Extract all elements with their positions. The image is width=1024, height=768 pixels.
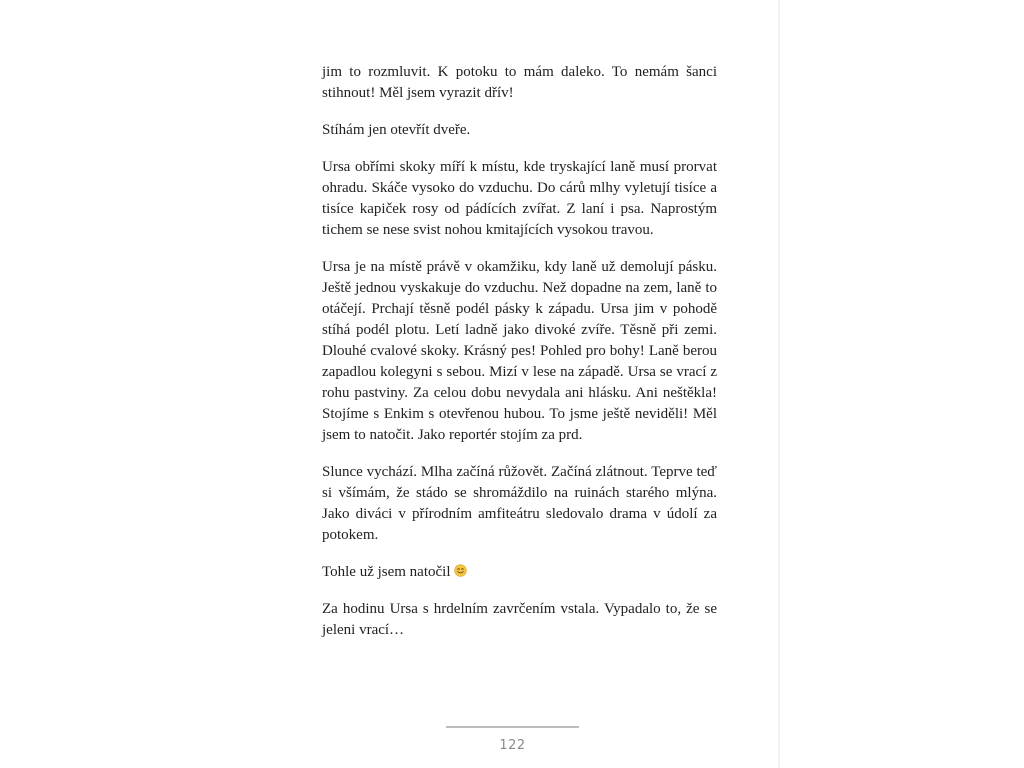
paragraph: Ursa obřími skoky míří k místu, kde tryskající laně musí prorvat ohradu. Skáče vysoko do vzduchu. Do cárů mlhy vyletují tisíce a tisíce kapiček rosy od pádících zvířat. Z laní i psa. Naprostým tichem se nese svist nohou kmitajících vysokou travou. <box>322 159 717 238</box>
smiling-face-icon <box>454 564 467 577</box>
body-text <box>322 62 717 657</box>
paragraph: Za hodinu Ursa s hrdelním zavrčením vstala. Vypadalo to, že se jeleni vrací… <box>322 601 717 638</box>
paragraph-text: Tohle už jsem natočil <box>322 564 451 580</box>
footer-divider <box>446 726 579 728</box>
paragraph-with-emoji <box>322 562 717 583</box>
paragraph: Ursa je na místě právě v okamžiku, kdy laně už demolují pásku. Ještě jednou vyskakuje do vzduchu. Než dopadne na zem, laně to otáčejí. Prchají těsně podél pásky k západu. Ursa jim v pohodě stíhá podél plotu. Letí ladně jako divoké zvíře. Těsně při zemi. Dlouhé cvalové skoky. Krásný pes! Pohled pro bohy! Laně berou zapadlou kolegyni s sebou. Mizí v lese na západě. Ursa se vrací z rohu pastviny. Za celou dobu nevydala ani hlásku. Ani neštěkla! Stojíme s Enkim s otevřenou hubou. To jsme ještě neviděli! Měl jsem to natočit. Jako reportér stojím za prd. <box>322 259 717 443</box>
page-number: 122 <box>499 738 526 753</box>
page-edge-divider <box>778 0 780 768</box>
paragraph: Stíhám jen otevřít dveře. <box>322 122 471 138</box>
paragraph: Slunce vychází. Mlha začíná růžovět. Začíná zlátnout. Teprve teď si všímám, že stádo se shromáždilo na ruinách starého mlýna. Jako diváci v přírodním amfiteátru sledovalo drama v údolí za potokem. <box>322 464 717 543</box>
paragraph: jim to rozmluvit. K potoku to mám daleko. To nemám šanci stihnout! Měl jsem vyrazit dřív! <box>322 64 717 101</box>
